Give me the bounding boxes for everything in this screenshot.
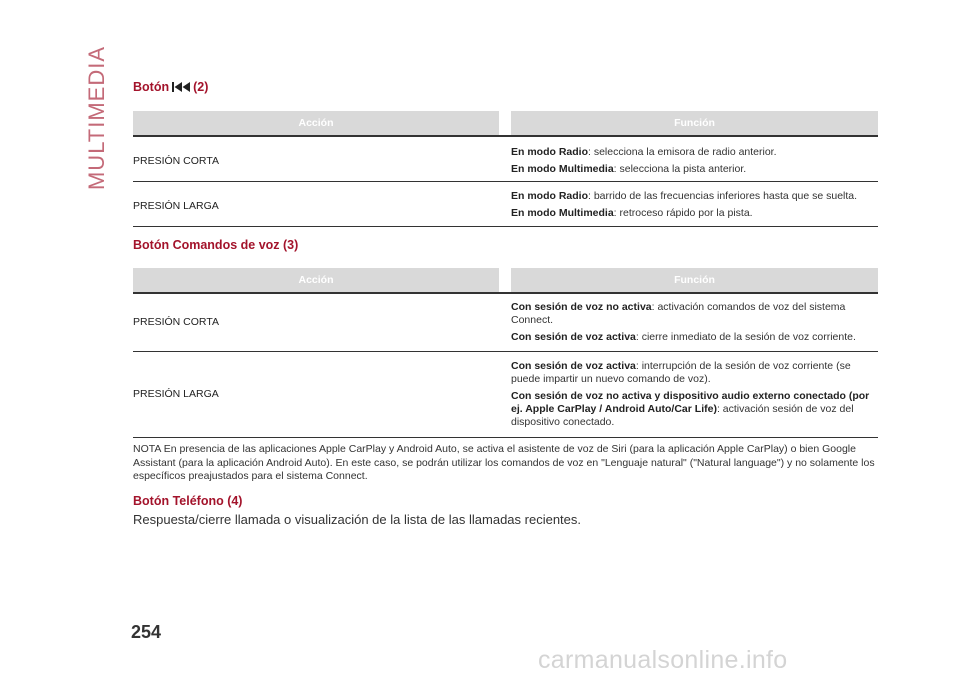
watermark: carmanualsonline.info [538,646,788,674]
action-cell: PRESIÓN CORTA [133,154,219,167]
function-cell [511,136,878,181]
section-phone-button [133,494,878,527]
function-cell [511,181,878,226]
function-line: En modo Radio: barrido de las frecuencias inferiores hasta que se suelta. [511,189,858,202]
table-row [133,181,878,226]
section-title-previous [133,80,878,94]
sidebar-label-text: MULTIMEDIA [84,45,109,191]
table-row [133,136,878,181]
column-header-function: Función [511,268,878,293]
function-table [133,111,878,227]
column-header-action: Acción [133,111,499,136]
function-line: Con sesión de voz activa: cierre inmediato de la sesión de voz corriente. [511,331,856,343]
section-previous-button [133,80,878,94]
column-header-function: Función [511,111,878,136]
table-previous-button [133,111,878,227]
table-voice-commands [133,268,878,438]
section-title-voice: Botón Comandos de voz (3) [133,238,299,252]
action-cell: PRESIÓN LARGA [133,388,219,400]
action-cell: PRESIÓN CORTA [133,316,219,329]
function-cell [511,351,878,437]
rewind-icon [172,81,190,93]
section-voice-commands [133,238,878,252]
note-text: NOTA En presencia de las aplicaciones Apple CarPlay y Android Auto, se activa el asistente de voz de Siri (para la aplicación Apple CarPlay) o bien Google Assistant (para la aplicación Android Auto). En este caso, se podrán utilizar los comandos de voz en "Lenguaje natural" ("Natural language") y no solamente los específicos preajustados para el sistema Connect. [133,443,875,482]
function-line: Con sesión de voz no activa y dispositivo audio externo conectado (por ej. Apple CarPlay / Android Auto/Car Life): activación sesión de voz del dispositivo conectado. [511,389,870,428]
function-line: En modo Multimedia: selecciona la pista anterior. [511,163,747,175]
table-row [133,293,878,351]
function-line: Con sesión de voz no activa: activación comandos de voz del sistema Connect. [511,301,846,326]
note-block [133,443,878,484]
table-row [133,351,878,437]
section-sidebar-label [80,45,114,191]
function-cell [511,293,878,351]
section-title-suffix: (2) [193,80,209,94]
function-line: Con sesión de voz activa: interrupción de la sesión de voz corriente (se puede impartir un nuevo comando de voz). [511,359,851,385]
section-title-prefix: Botón [133,80,170,94]
action-cell: PRESIÓN LARGA [133,199,219,212]
column-header-action: Acción [133,268,499,293]
function-line: En modo Radio: selecciona la emisora de radio anterior. [511,146,777,158]
function-line: En modo Multimedia: retroceso rápido por la pista. [511,206,753,219]
section-title-phone: Botón Teléfono (4) [133,494,243,508]
page-number: 254 [131,622,162,642]
phone-description: Respuesta/cierre llamada o visualización de la lista de las llamadas recientes. [133,512,582,527]
table-header-row [133,268,878,293]
function-table [133,268,878,438]
table-header-row [133,111,878,136]
